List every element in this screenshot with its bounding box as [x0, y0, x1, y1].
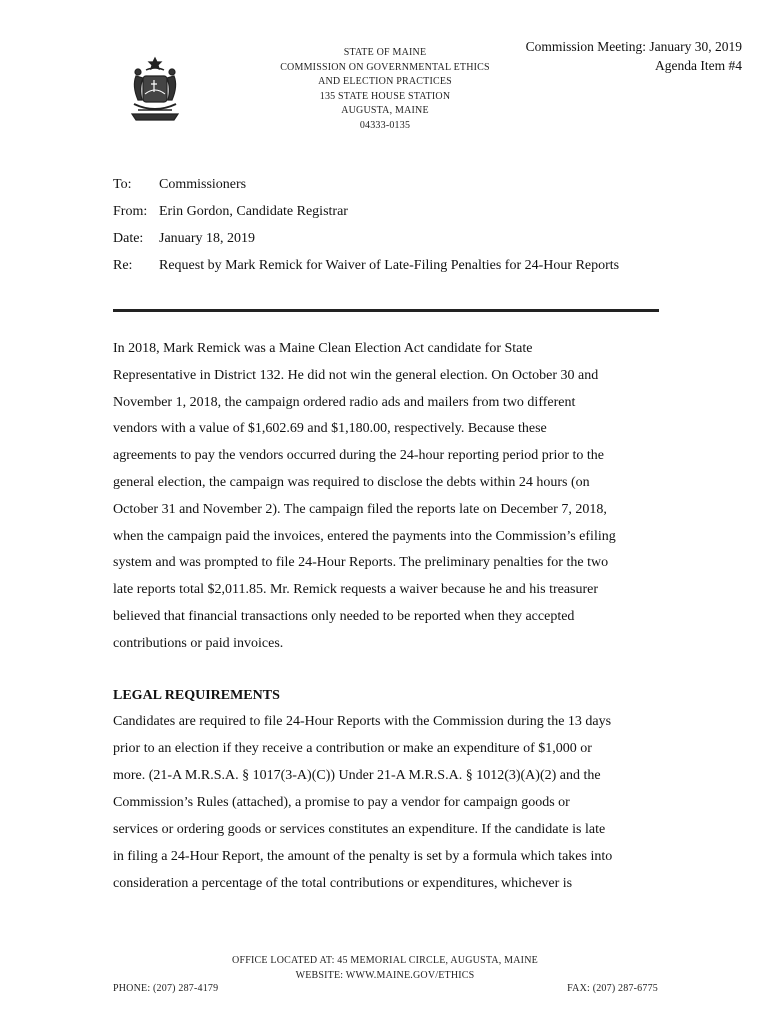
letterhead-line: 135 STATE HOUSE STATION [319, 90, 451, 102]
memo-re-row [113, 255, 619, 282]
meeting-date: Commission Meeting: January 30, 2019 [525, 39, 742, 54]
letterhead-line: AUGUSTA, MAINE [341, 105, 429, 116]
memo-date-label: Date: [113, 231, 144, 246]
letterhead-line: STATE OF MAINE [343, 47, 427, 58]
footer-phone: PHONE: (207) 287-4179 [113, 983, 219, 994]
memo-to-label: To: [113, 177, 132, 192]
memo-header [113, 174, 619, 282]
paragraph-line: Candidates are required to file 24-Hour Reports with the Commission during the 13 days [113, 714, 612, 729]
paragraph-line: system and was prompted to file 24-Hour Reports. The preliminary penalties for the two [113, 555, 609, 571]
letterhead-line: 04333-0135 [359, 119, 411, 131]
paragraph-line: contributions or paid invoices. [113, 635, 284, 651]
footer-office: OFFICE LOCATED AT: 45 MEMORIAL CIRCLE, AUGUSTA, MAINE [232, 955, 538, 966]
paragraph-line: In 2018, Mark Remick was a Maine Clean Election Act candidate for State [113, 341, 533, 356]
letterhead-line: AND ELECTION PRACTICES [318, 76, 452, 87]
letterhead-line: COMMISSION ON GOVERNMENTAL ETHICS [280, 61, 490, 73]
paragraph-line: more. (21-A M.R.S.A. § 1017(3-A)(C)) Under 21-A M.R.S.A. § 1012(3)(A)(2) and the [113, 768, 601, 783]
agenda-item: Agenda Item #4 [655, 58, 742, 73]
section-heading: LEGAL REQUIREMENTS [113, 688, 280, 703]
paragraph-line: Representative in District 132. He did not win the general election. On October 30 and [113, 367, 599, 383]
paragraph-line: agreements to pay the vendors occurred during the 24-hour reporting period prior to the [113, 448, 605, 464]
intro-paragraph [113, 336, 663, 658]
paragraph-line: when the campaign paid the invoices, entered the payments into the Commission’s efiling [113, 528, 616, 544]
paragraph-line: November 1, 2018, the campaign ordered radio ads and mailers from two different [113, 394, 576, 410]
state-seal-icon [124, 54, 186, 124]
paragraph-line: general election, the campaign was required to disclose the debts within 24 hours (on [113, 474, 590, 490]
memo-re-value: Request by Mark Remick for Waiver of Late-Filing Penalties for 24-Hour Reports [159, 258, 620, 273]
memo-from-row [113, 201, 619, 228]
memo-to-value: Commissioners [159, 177, 247, 192]
paragraph-line: late reports total $2,011.85. Mr. Remick requests a waiver because he and his treasurer [113, 582, 599, 598]
memo-to-row [113, 174, 619, 201]
legal-paragraph [113, 708, 663, 897]
paragraph-line: services or ordering goods or services constitutes an expenditure. If the candidate is late [113, 822, 606, 837]
memo-date-row [113, 228, 619, 255]
memo-re-label: Re: [113, 258, 133, 273]
footer-website: WEBSITE: WWW.MAINE.GOV/ETHICS [295, 970, 475, 981]
paragraph-line: Commission’s Rules (attached), a promise to pay a vendor for campaign goods or [113, 795, 570, 810]
meeting-info [526, 37, 742, 75]
header-divider [113, 309, 659, 312]
paragraph-line: October 31 and November 2). The campaign filed the reports late on December 7, 2018, [113, 501, 607, 517]
paragraph-line: vendors with a value of $1,602.69 and $1,180.00, respectively. Because these [113, 421, 547, 437]
paragraph-line: prior to an election if they receive a contribution or make an expenditure of $1,000 or [113, 741, 592, 756]
paragraph-line: in filing a 24-Hour Report, the amount of the penalty is set by a formula which takes into [113, 849, 613, 864]
letterhead [250, 46, 520, 133]
memo-date-value: January 18, 2019 [159, 231, 256, 246]
memo-from-label: From: [113, 204, 148, 219]
footer-fax: FAX: (207) 287-6775 [567, 983, 658, 994]
paragraph-line: consideration a percentage of the total contributions or expenditures, whichever is [113, 876, 573, 891]
memo-from-value: Erin Gordon, Candidate Registrar [159, 204, 348, 219]
paragraph-line: believed that financial transactions only needed to be reported when they accepted [113, 608, 575, 624]
footer-address [150, 953, 620, 983]
